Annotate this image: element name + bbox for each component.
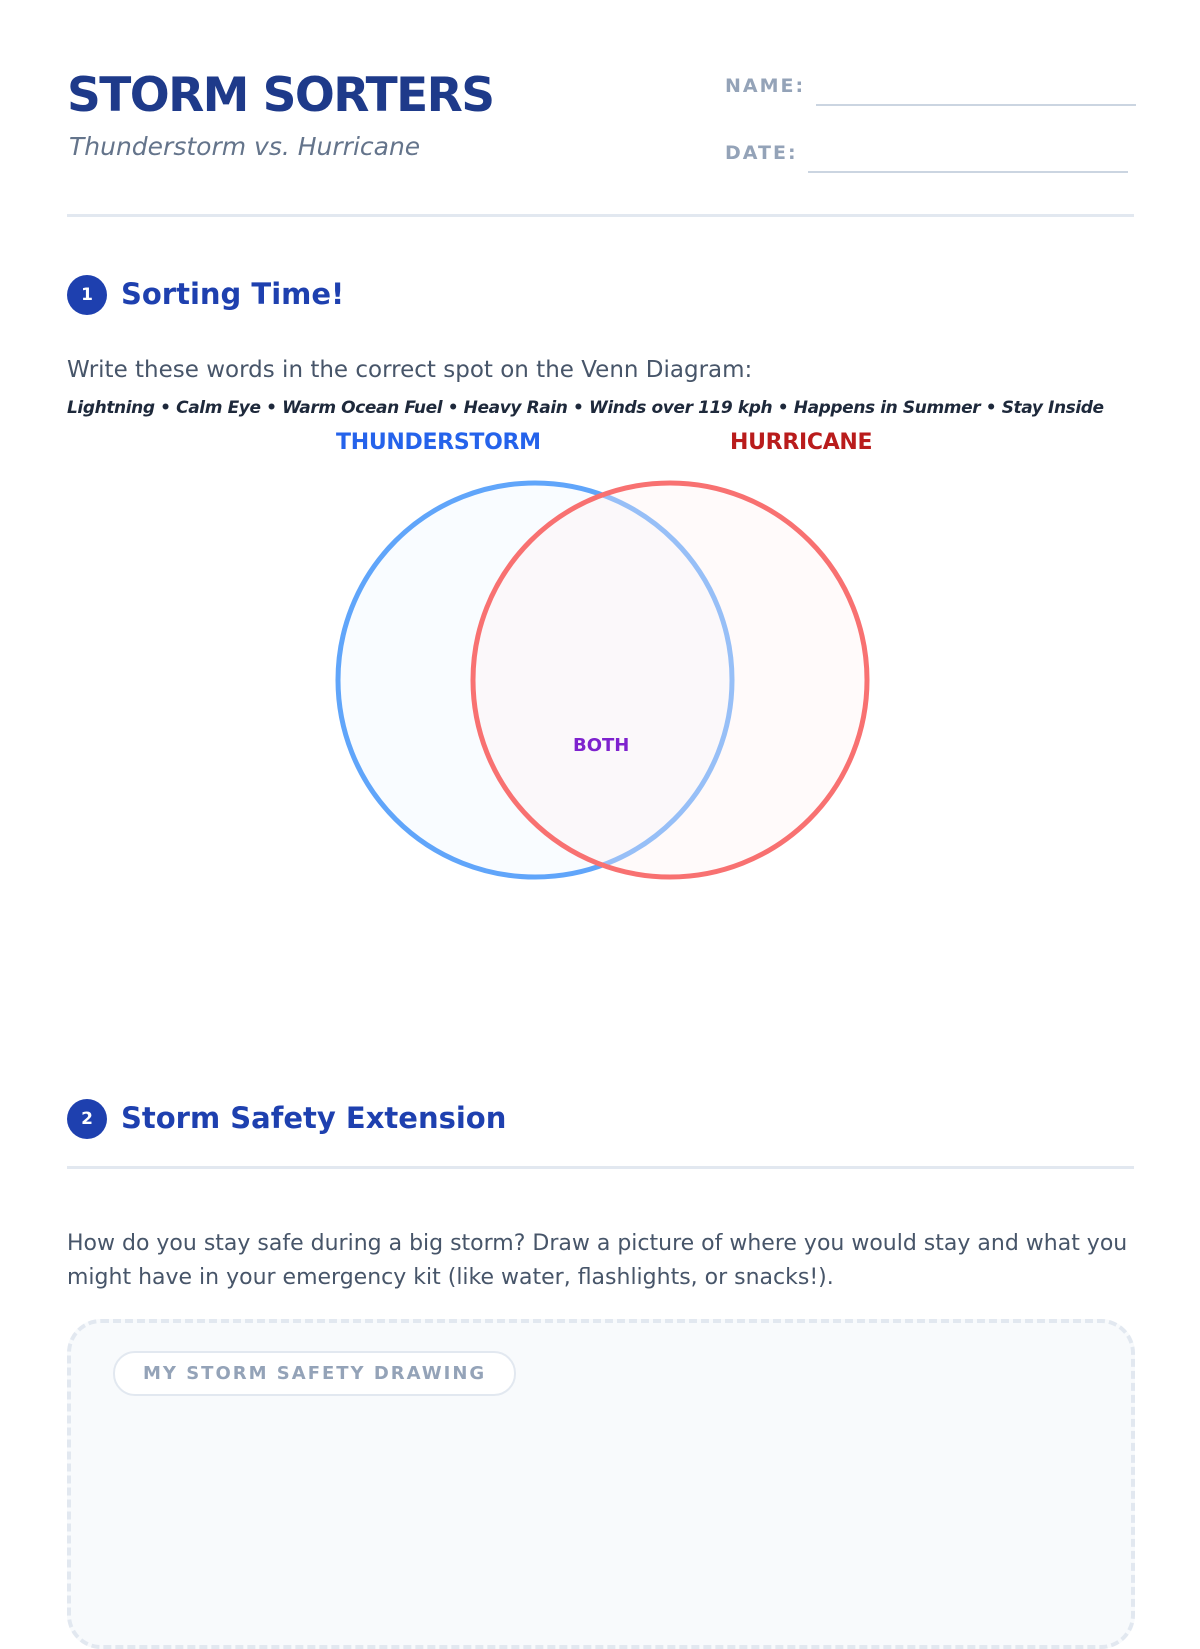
word-bank: Lightning • Calm Eye • Warm Ocean Fuel • Heavy Rain • Winds over 119 kph • Happens in Summer • Stay Inside (67, 398, 1104, 418)
section-2-divider (67, 1166, 1134, 1169)
venn-instructions: Write these words in the correct spot on the Venn Diagram: (67, 357, 753, 383)
step-1-badge: 1 (67, 275, 107, 315)
overlap-label: BOTH (573, 735, 630, 756)
step-2-badge: 2 (67, 1099, 107, 1139)
hurricane-circle[interactable] (473, 483, 867, 877)
thunderstorm-label: THUNDERSTORM (336, 430, 541, 455)
worksheet-title: STORM SORTERS (67, 68, 494, 123)
worksheet-subtitle: Thunderstorm vs. Hurricane (69, 132, 421, 161)
drawing-prompt: How do you stay safe during a big storm? Draw a picture of where you would stay and what you might have in your emergency kit (like water, flashlights, or snacks!). (67, 1231, 1128, 1290)
section-1-title: Sorting Time! (121, 277, 345, 311)
hurricane-label: HURRICANE (730, 430, 873, 455)
drawing-tag: MY STORM SAFETY DRAWING (113, 1351, 516, 1396)
section-2-title: Storm Safety Extension (121, 1101, 507, 1135)
name-label: NAME: (725, 75, 806, 97)
date-label: DATE: (725, 142, 798, 164)
